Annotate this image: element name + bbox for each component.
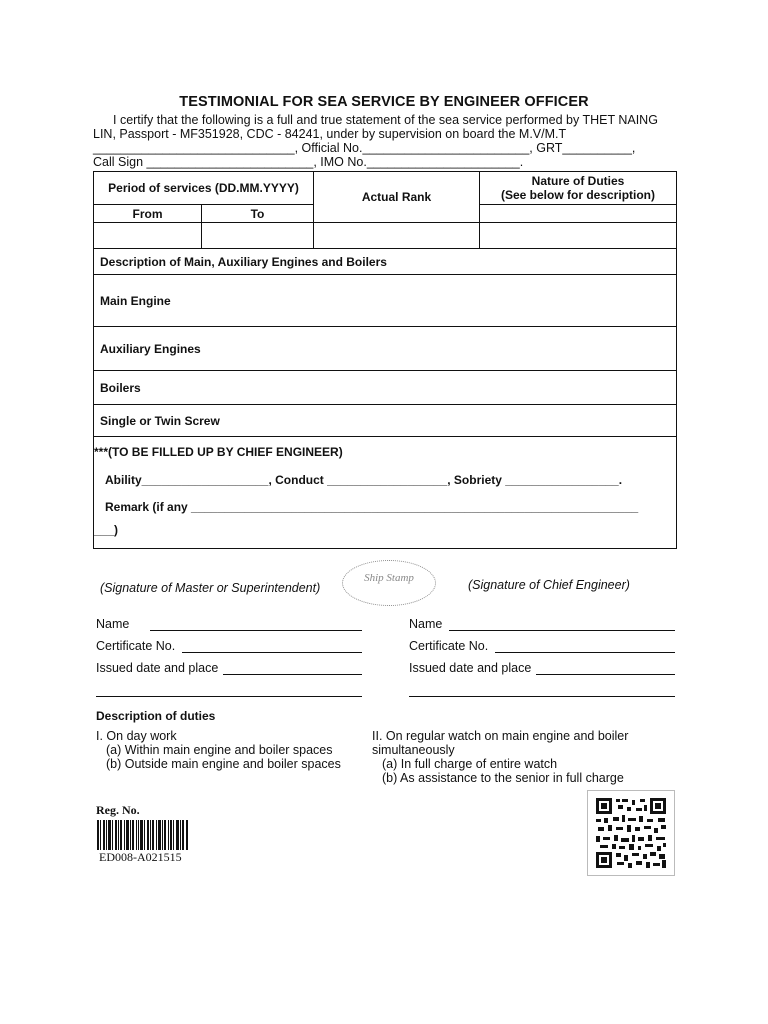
rank-input-cell[interactable]	[314, 223, 480, 249]
screw-field[interactable]: Single or Twin Screw	[94, 405, 677, 437]
chief-engineer-section	[94, 437, 677, 549]
duties-subheader-blank	[480, 205, 677, 223]
duty-full-charge: (a) In full charge of entire watch	[382, 757, 558, 771]
main-engine-field[interactable]: Main Engine	[94, 275, 677, 327]
master-issued-field[interactable]	[223, 674, 362, 675]
duties-input-cell[interactable]	[480, 223, 677, 249]
chief-name-field[interactable]	[449, 630, 675, 631]
intro-line-4[interactable]: Call Sign ________________________, IMO No.______________________.	[93, 155, 524, 169]
actual-rank-header: Actual Rank	[314, 172, 480, 223]
chief-name-label: Name	[409, 617, 443, 631]
barcode-icon	[97, 820, 189, 850]
chief-certificate-field[interactable]	[495, 652, 675, 653]
duty-day-outside: (b) Outside main engine and boiler spaces	[106, 757, 341, 771]
ability-conduct-sobriety-line[interactable]: Ability___________________, Conduct __________________, Sobriety _________________.	[105, 473, 623, 487]
duties-column-2	[372, 729, 628, 785]
master-certificate-label: Certificate No.	[96, 639, 176, 653]
duties-heading: Description of duties	[96, 709, 216, 723]
duty-day-work: I. On day work	[96, 729, 177, 743]
from-input-cell[interactable]	[94, 223, 202, 249]
nature-of-duties-header	[480, 172, 677, 205]
duty-regular-watch-cont: simultaneously	[372, 743, 455, 757]
duty-assistance: (b) As assistance to the senior in full charge	[382, 771, 624, 785]
remark-line[interactable]: Remark (if any ___________________________________________________________________	[105, 500, 639, 514]
nature-of-duties-title: Nature of Duties	[531, 174, 625, 188]
duty-day-within: (a) Within main engine and boiler spaces	[106, 743, 333, 757]
remark-line-end[interactable]: ___)	[94, 523, 119, 537]
reg-no-label: Reg. No.	[96, 803, 140, 817]
intro-line-1: I certify that the following is a full and true statement of the sea service performed by THET NAING	[113, 113, 658, 127]
qr-code-icon	[587, 790, 675, 876]
chief-signature-label: (Signature of Chief Engineer)	[468, 578, 630, 592]
boilers-field[interactable]: Boilers	[94, 371, 677, 405]
engine-description-header: Description of Main, Auxiliary Engines and Boilers	[94, 249, 677, 275]
duty-regular-watch: II. On regular watch on main engine and boiler	[372, 729, 629, 743]
sea-service-table	[93, 171, 677, 549]
master-issued-label: Issued date and place	[96, 661, 219, 675]
from-header: From	[94, 205, 202, 223]
chief-issued-label: Issued date and place	[409, 661, 532, 675]
chief-issued-field[interactable]	[536, 674, 675, 675]
chief-certificate-label: Certificate No.	[409, 639, 489, 653]
period-header: Period of services (DD.MM.YYYY)	[94, 172, 314, 205]
auxiliary-engines-field[interactable]: Auxiliary Engines	[94, 327, 677, 371]
document-title: TESTIMONIAL FOR SEA SERVICE BY ENGINEER OFFICER	[179, 94, 589, 110]
master-certificate-field[interactable]	[182, 652, 362, 653]
master-name-label: Name	[96, 617, 130, 631]
intro-line-2: LIN, Passport - MF351928, CDC - 84241, under by supervision on board the M.V/M.T	[93, 127, 567, 141]
ship-stamp: Ship Stamp	[342, 560, 436, 606]
chief-extra-line[interactable]	[409, 696, 675, 697]
intro-line-3[interactable]: _____________________________, Official No.________________________, GRT__________,	[93, 141, 636, 155]
to-input-cell[interactable]	[202, 223, 314, 249]
duties-column-1	[96, 729, 341, 771]
nature-of-duties-subtitle: (See below for description)	[500, 188, 656, 202]
chief-engineer-note: ***(TO BE FILLED UP BY CHIEF ENGINEER)	[94, 445, 343, 459]
reg-code: ED008-A021515	[99, 850, 182, 864]
master-name-field[interactable]	[150, 630, 362, 631]
to-header: To	[202, 205, 314, 223]
master-extra-line[interactable]	[96, 696, 362, 697]
master-signature-label: (Signature of Master or Superintendent)	[100, 581, 321, 595]
